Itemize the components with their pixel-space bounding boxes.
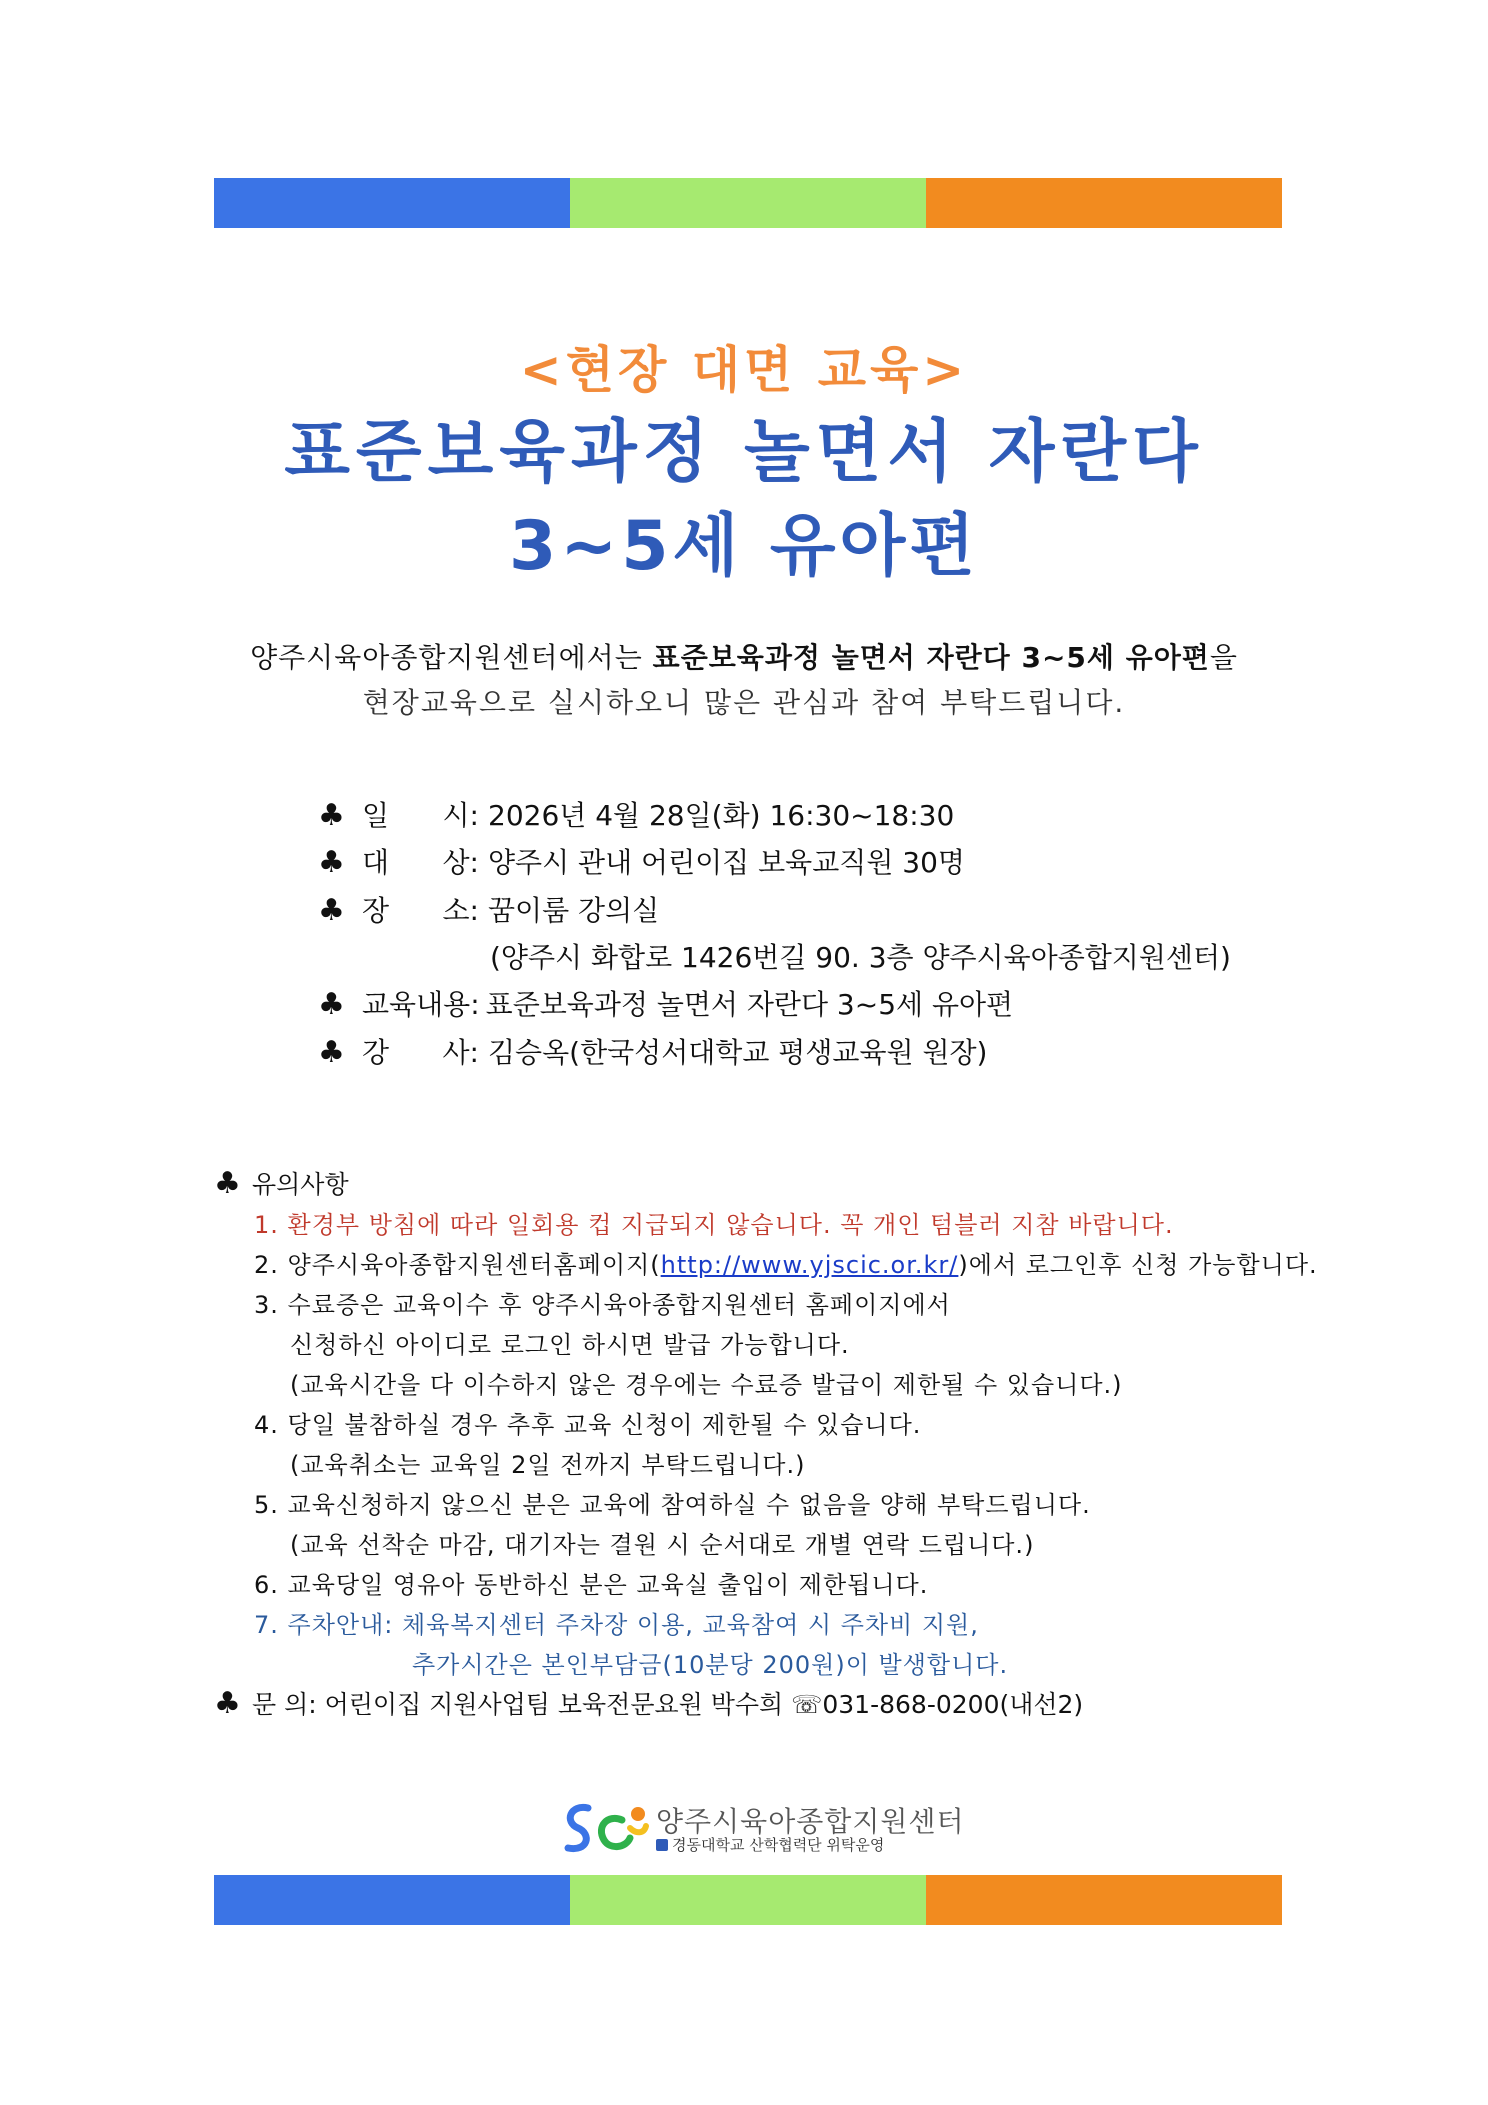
club-icon: ♣ [318,987,345,1022]
note-4b: (교육취소는 교육일 2일 전까지 부탁드립니다.) [290,1451,806,1479]
club-icon: ♣ [318,845,345,880]
intro-prefix: 양주시육아종합지원센터에서는 [250,641,653,674]
detail-label: 장 소: [362,894,479,927]
detail-value: 2026년 4월 28일(화) 16:30~18:30 [488,799,955,832]
contact-line [214,1685,1083,1721]
bar-blue [214,1875,570,1925]
note-2-prefix: 2. 양주시육아종합지원센터홈페이지( [254,1251,661,1279]
note-7b: 추가시간은 본인부담금(10분당 200원)이 발생합니다. [412,1651,1009,1679]
detail-datetime [318,794,954,834]
bar-orange [926,1875,1282,1925]
club-icon: ♣ [318,798,345,833]
center-logo-icon [560,1798,650,1858]
note-2 [254,1245,1318,1280]
intro-suffix: 을 [1209,641,1238,674]
bar-green [570,178,926,228]
university-emblem-icon [656,1839,668,1851]
detail-venue-address: (양주시 화합로 1426번길 90. 3층 양주시육아종합지원센터) [490,941,1231,974]
detail-label: 교육내용: [362,988,480,1021]
detail-value: 표준보육과정 놀면서 자란다 3~5세 유아편 [485,988,1014,1021]
contact-label: 문 의: [252,1690,317,1719]
detail-value: 양주시 관내 어린이집 보육교직원 30명 [488,846,965,879]
club-icon: ♣ [318,893,345,928]
detail-label: 일 시: [362,799,479,832]
note-2-suffix: )에서 로그인후 신청 가능합니다. [958,1251,1318,1279]
center-operator-text: 경동대학교 산학협력단 위탁운영 [672,1836,885,1854]
notes-heading-label: 유의사항 [252,1170,349,1199]
detail-value: 꿈이룸 강의실 [488,894,660,927]
center-name: 양주시육아종합지원센터 [656,1805,965,1838]
top-color-bar [214,178,1282,228]
club-icon: ♣ [214,1166,241,1201]
detail-instructor [318,1031,987,1071]
note-5b: (교육 선착순 마감, 대기자는 결원 시 순서대로 개별 연락 드립니다.) [290,1531,1035,1559]
page-subtitle: <현장 대면 교육> [519,341,969,399]
page-title-line1: 표준보육과정 놀면서 자란다 [284,413,1204,492]
intro-line2: 현장교육으로 실시하오니 많은 관심과 참여 부탁드립니다. [362,686,1126,719]
bottom-color-bar [214,1875,1282,1925]
contact-value: 어린이집 지원사업팀 보육전문요원 박수희 ☏031-868-0200(내선2) [324,1690,1084,1719]
bar-blue [214,178,570,228]
detail-label: 강 사: [362,1036,479,1069]
detail-content [318,983,1013,1023]
notes-heading [214,1165,349,1201]
bar-orange [926,178,1282,228]
bar-green [570,1875,926,1925]
note-6: 6. 교육당일 영유아 동반하신 분은 교육실 출입이 제한됩니다. [254,1571,929,1599]
center-operator [656,1834,884,1855]
note-4a: 4. 당일 불참하실 경우 추후 교육 신청이 제한될 수 있습니다. [254,1411,922,1439]
detail-target [318,841,965,881]
intro-line1 [0,636,1488,676]
club-icon: ♣ [214,1686,241,1721]
page-title-line2: 3~5세 유아편 [508,507,980,586]
intro-bold: 표준보육과정 놀면서 자란다 3~5세 유아편 [652,641,1210,674]
note-3c: (교육시간을 다 이수하지 않은 경우에는 수료증 발급이 제한될 수 있습니다.) [290,1371,1123,1399]
note-5a: 5. 교육신청하지 않으신 분은 교육에 참여하실 수 없음을 양해 부탁드립니다. [254,1491,1091,1519]
homepage-link[interactable]: http://www.yjscic.or.kr/ [660,1251,959,1279]
note-7a: 7. 주차안내: 체육복지센터 주차장 이용, 교육참여 시 주차비 지원, [254,1611,979,1639]
detail-venue [318,889,659,929]
detail-value: 김승옥(한국성서대학교 평생교육원 원장) [488,1036,988,1069]
club-icon: ♣ [318,1035,345,1070]
footer-logo [560,1798,965,1862]
note-3b: 신청하신 아이디로 로그인 하시면 발급 가능합니다. [290,1331,850,1359]
detail-label: 대 상: [362,846,479,879]
note-3a: 3. 수료증은 교육이수 후 양주시육아종합지원센터 홈페이지에서 [254,1291,951,1319]
note-1: 1. 환경부 방침에 따라 일회용 컵 지급되지 않습니다. 꼭 개인 텀블러 지참 바랍니다. [254,1211,1174,1239]
